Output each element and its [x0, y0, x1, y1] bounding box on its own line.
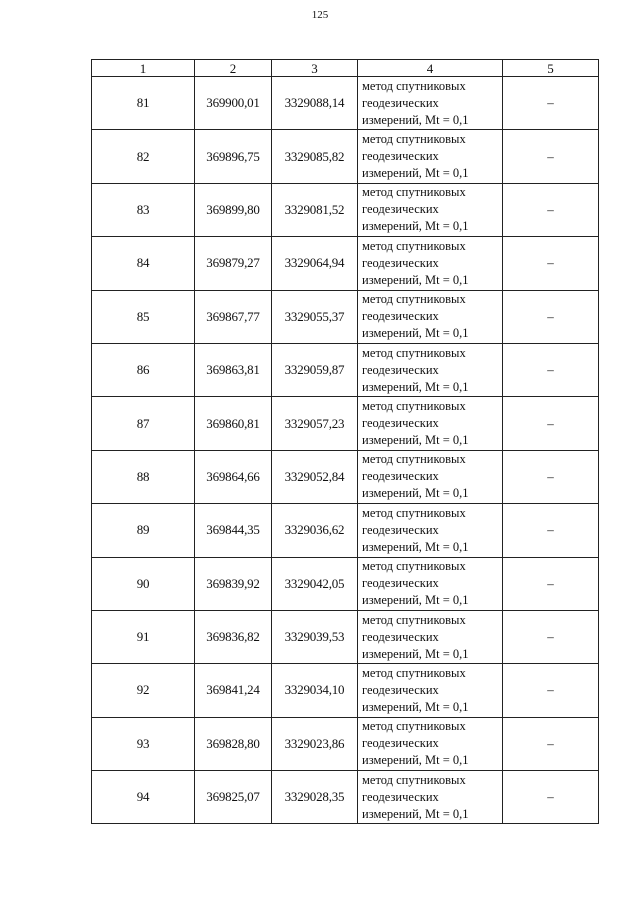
- coord-y-cell: 3329023,86: [272, 717, 358, 770]
- point-number-cell: 86: [92, 343, 195, 396]
- method-line: измерений, Mt = 0,1: [362, 539, 469, 554]
- page-number: 125: [311, 9, 329, 21]
- coord-x-cell: 369867,77: [195, 290, 272, 343]
- method-line: метод спутниковых: [362, 78, 466, 93]
- method-cell: [358, 557, 503, 610]
- coord-x-cell: 369825,07: [195, 771, 272, 824]
- method-line: метод спутниковых: [362, 238, 466, 253]
- note-cell: –: [503, 343, 599, 396]
- method-line: метод спутниковых: [362, 719, 466, 734]
- note-cell: –: [503, 450, 599, 503]
- coord-y-cell: 3329028,35: [272, 771, 358, 824]
- table-row: [92, 130, 599, 183]
- header-col-3: 3: [272, 60, 358, 77]
- method-line: измерений, Mt = 0,1: [362, 753, 469, 768]
- coordinates-table: [91, 59, 599, 824]
- table-row: [92, 183, 599, 236]
- method-cell: [358, 610, 503, 663]
- method-line: метод спутниковых: [362, 452, 466, 467]
- method-line: измерений, Mt = 0,1: [362, 379, 469, 394]
- method-line: измерений, Mt = 0,1: [362, 806, 469, 821]
- method-line: метод спутниковых: [362, 185, 466, 200]
- note-cell: –: [503, 290, 599, 343]
- method-cell: [358, 77, 503, 130]
- method-line: измерений, Mt = 0,1: [362, 112, 469, 127]
- table-row: [92, 557, 599, 610]
- point-number-cell: 81: [92, 77, 195, 130]
- header-col-2: 2: [195, 60, 272, 77]
- method-line: измерений, Mt = 0,1: [362, 699, 469, 714]
- coord-y-cell: 3329059,87: [272, 343, 358, 396]
- point-number-cell: 92: [92, 664, 195, 717]
- note-cell: –: [503, 183, 599, 236]
- method-line: метод спутниковых: [362, 559, 466, 574]
- point-number-cell: 83: [92, 183, 195, 236]
- coord-x-cell: 369863,81: [195, 343, 272, 396]
- note-cell: –: [503, 77, 599, 130]
- table-row: [92, 343, 599, 396]
- coord-y-cell: 3329085,82: [272, 130, 358, 183]
- table-row: [92, 450, 599, 503]
- method-cell: [358, 771, 503, 824]
- point-number-cell: 84: [92, 237, 195, 290]
- note-cell: –: [503, 130, 599, 183]
- coord-y-cell: 3329057,23: [272, 397, 358, 450]
- header-col-1: 1: [92, 60, 195, 77]
- coord-x-cell: 369879,27: [195, 237, 272, 290]
- coord-x-cell: 369900,01: [195, 77, 272, 130]
- method-line: метод спутниковых: [362, 345, 466, 360]
- coord-x-cell: 369860,81: [195, 397, 272, 450]
- coord-x-cell: 369839,92: [195, 557, 272, 610]
- method-cell: [358, 343, 503, 396]
- coord-y-cell: 3329052,84: [272, 450, 358, 503]
- coord-y-cell: 3329064,94: [272, 237, 358, 290]
- method-cell: [358, 130, 503, 183]
- coord-x-cell: 369836,82: [195, 610, 272, 663]
- method-line: геодезических: [362, 522, 439, 537]
- note-cell: –: [503, 397, 599, 450]
- table-body: [92, 77, 599, 824]
- method-line: геодезических: [362, 789, 439, 804]
- method-line: метод спутниковых: [362, 292, 466, 307]
- point-number-cell: 91: [92, 610, 195, 663]
- coord-x-cell: 369896,75: [195, 130, 272, 183]
- method-line: геодезических: [362, 629, 439, 644]
- table-row: [92, 664, 599, 717]
- table-row: [92, 504, 599, 557]
- coord-x-cell: 369844,35: [195, 504, 272, 557]
- coord-x-cell: 369899,80: [195, 183, 272, 236]
- table-row: [92, 290, 599, 343]
- method-line: геодезических: [362, 576, 439, 591]
- coord-y-cell: 3329088,14: [272, 77, 358, 130]
- method-cell: [358, 290, 503, 343]
- point-number-cell: 93: [92, 717, 195, 770]
- point-number-cell: 85: [92, 290, 195, 343]
- method-line: геодезических: [362, 416, 439, 431]
- note-cell: –: [503, 664, 599, 717]
- coord-y-cell: 3329055,37: [272, 290, 358, 343]
- method-cell: [358, 717, 503, 770]
- note-cell: –: [503, 504, 599, 557]
- method-line: измерений, Mt = 0,1: [362, 166, 469, 181]
- method-cell: [358, 237, 503, 290]
- method-cell: [358, 450, 503, 503]
- method-cell: [358, 504, 503, 557]
- coord-x-cell: 369864,66: [195, 450, 272, 503]
- method-line: геодезических: [362, 149, 439, 164]
- method-line: метод спутниковых: [362, 505, 466, 520]
- table-row: [92, 237, 599, 290]
- method-cell: [358, 397, 503, 450]
- method-cell: [358, 183, 503, 236]
- method-line: геодезических: [362, 202, 439, 217]
- method-line: геодезических: [362, 95, 439, 110]
- coord-x-cell: 369828,80: [195, 717, 272, 770]
- method-line: метод спутниковых: [362, 612, 466, 627]
- table-header: [92, 60, 599, 77]
- method-line: геодезических: [362, 255, 439, 270]
- method-line: геодезических: [362, 736, 439, 751]
- method-line: измерений, Mt = 0,1: [362, 486, 469, 501]
- note-cell: –: [503, 717, 599, 770]
- point-number-cell: 82: [92, 130, 195, 183]
- point-number-cell: 87: [92, 397, 195, 450]
- coord-y-cell: 3329039,53: [272, 610, 358, 663]
- method-line: метод спутниковых: [362, 665, 466, 680]
- table-row: [92, 771, 599, 824]
- table-row: [92, 717, 599, 770]
- point-number-cell: 88: [92, 450, 195, 503]
- header-col-4: 4: [358, 60, 503, 77]
- header-row: [92, 60, 599, 77]
- method-line: измерений, Mt = 0,1: [362, 219, 469, 234]
- method-line: метод спутниковых: [362, 772, 466, 787]
- method-line: измерений, Mt = 0,1: [362, 272, 469, 287]
- point-number-cell: 90: [92, 557, 195, 610]
- method-line: геодезических: [362, 469, 439, 484]
- method-line: метод спутниковых: [362, 399, 466, 414]
- method-line: измерений, Mt = 0,1: [362, 433, 469, 448]
- point-number-cell: 89: [92, 504, 195, 557]
- method-line: измерений, Mt = 0,1: [362, 593, 469, 608]
- note-cell: –: [503, 557, 599, 610]
- method-cell: [358, 664, 503, 717]
- method-line: геодезических: [362, 682, 439, 697]
- method-line: геодезических: [362, 309, 439, 324]
- method-line: метод спутниковых: [362, 132, 466, 147]
- note-cell: –: [503, 237, 599, 290]
- note-cell: –: [503, 771, 599, 824]
- note-cell: –: [503, 610, 599, 663]
- method-line: геодезических: [362, 362, 439, 377]
- method-line: измерений, Mt = 0,1: [362, 326, 469, 341]
- coord-y-cell: 3329081,52: [272, 183, 358, 236]
- method-line: измерений, Mt = 0,1: [362, 646, 469, 661]
- coord-y-cell: 3329034,10: [272, 664, 358, 717]
- coord-y-cell: 3329036,62: [272, 504, 358, 557]
- header-col-5: 5: [503, 60, 599, 77]
- table-row: [92, 77, 599, 130]
- coord-y-cell: 3329042,05: [272, 557, 358, 610]
- table-row: [92, 397, 599, 450]
- coord-x-cell: 369841,24: [195, 664, 272, 717]
- point-number-cell: 94: [92, 771, 195, 824]
- table-row: [92, 610, 599, 663]
